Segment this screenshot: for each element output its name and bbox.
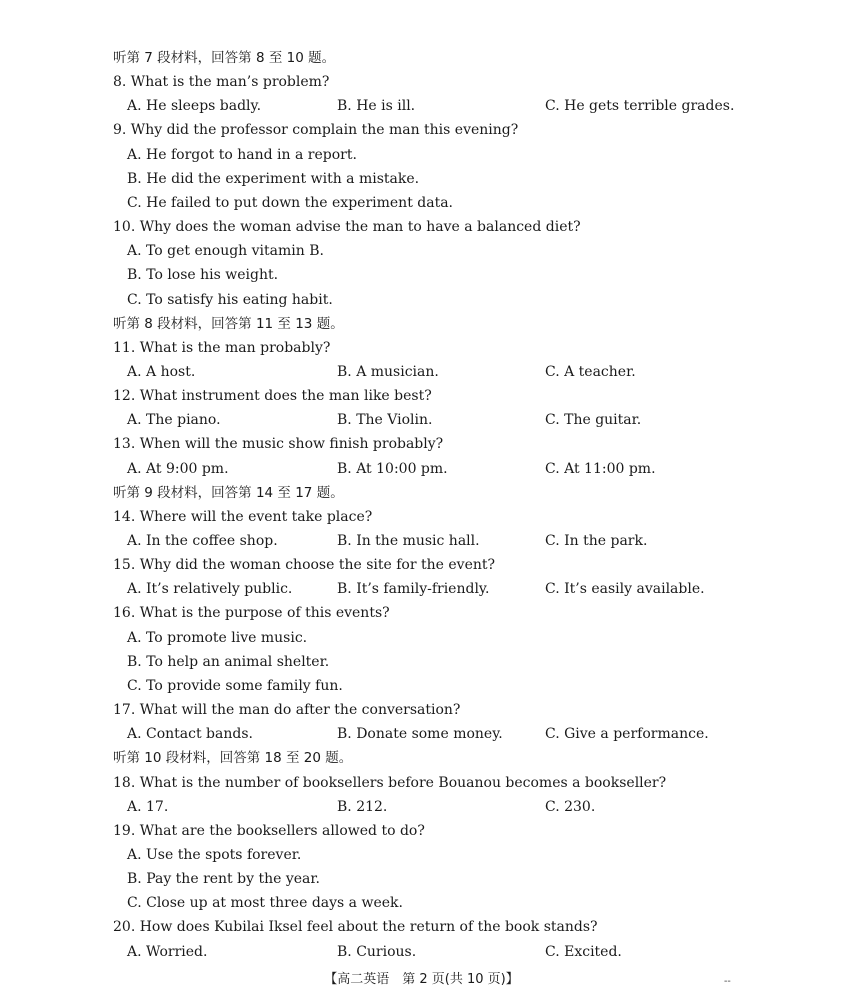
question-text-row <box>0 432 843 456</box>
answer-option-a: A. A host. <box>127 363 196 380</box>
answer-option-c: C. Give a performance. <box>545 726 709 743</box>
question-text-row <box>0 384 843 408</box>
question-text: 17. What will the man do after the conversation? <box>113 702 461 718</box>
option-row <box>0 795 843 819</box>
question-text-row <box>0 601 843 625</box>
page-footer: 【高二英语 第 2 页(共 10 页)】 <box>324 972 519 987</box>
answer-option-b: B. He is ill. <box>337 98 416 115</box>
answer-option-row <box>0 167 843 191</box>
answer-option-a: A. Worried. <box>127 943 208 960</box>
section-heading-row <box>0 746 843 770</box>
option-row <box>0 408 843 432</box>
answer-option: B. To lose his weight. <box>127 267 279 284</box>
answer-option-b: B. Donate some money. <box>337 726 503 743</box>
answer-option-a: A. 17. <box>127 798 169 815</box>
answer-option-row <box>0 191 843 215</box>
answer-option-a: A. The piano. <box>127 412 221 429</box>
answer-option-b: B. 212. <box>337 798 388 815</box>
question-text: 16. What is the purpose of this events? <box>113 605 390 622</box>
answer-option: C. He failed to put down the experiment data. <box>127 194 453 211</box>
answer-option: C. To satisfy his eating habit. <box>127 291 333 308</box>
question-text-row <box>0 553 843 577</box>
answer-option-a: A. At 9:00 pm. <box>127 460 229 477</box>
section-heading: 听第 10 段材料，回答第 18 至 20 题。 <box>113 750 353 767</box>
answer-option-a: A. In the coffee shop. <box>127 533 278 549</box>
question-text: 19. What are the booksellers allowed to do? <box>113 822 425 839</box>
option-row <box>0 940 843 964</box>
option-row <box>0 722 843 746</box>
section-heading-row <box>0 312 843 336</box>
answer-option-b: B. Curious. <box>337 943 417 960</box>
answer-option-a: A. Contact bands. <box>127 726 253 743</box>
answer-option-c: C. Excited. <box>545 943 622 960</box>
option-row <box>0 360 843 384</box>
question-text-row <box>0 118 843 142</box>
answer-option-b: B. The Violin. <box>337 412 433 429</box>
answer-option-row <box>0 867 843 891</box>
answer-option: A. Use the spots forever. <box>127 846 302 863</box>
question-text: 11. What is the man probably? <box>113 339 331 356</box>
question-text: 9. Why did the professor complain the man this evening? <box>113 122 519 139</box>
question-text: 15. Why did the woman choose the site for the event? <box>113 557 496 574</box>
corner-mark: -- <box>724 976 731 987</box>
answer-option-c: C. In the park. <box>545 533 648 549</box>
question-text: 18. What is the number of booksellers before Bouanou becomes a bookseller? <box>113 774 667 791</box>
option-row <box>0 94 843 118</box>
question-text-row <box>0 771 843 795</box>
question-text: 8. What is the man’s problem? <box>113 74 330 91</box>
question-text: 14. Where will the event take place? <box>113 508 373 525</box>
answer-option-row <box>0 263 843 287</box>
question-text-row <box>0 70 843 94</box>
answer-option: A. He forgot to hand in a report. <box>127 146 357 163</box>
answer-option-b: B. A musician. <box>337 363 439 380</box>
section-heading-row <box>0 481 843 505</box>
question-text-row <box>0 505 843 529</box>
question-text-row <box>0 698 843 722</box>
question-text-row <box>0 819 843 843</box>
section-heading: 听第 9 段材料，回答第 14 至 17 题。 <box>113 484 344 501</box>
answer-option: B. He did the experiment with a mistake. <box>127 170 420 187</box>
section-heading: 听第 7 段材料，回答第 8 至 10 题。 <box>113 50 336 66</box>
answer-option-b: B. In the music hall. <box>337 533 480 549</box>
answer-option: B. Pay the rent by the year. <box>127 871 320 888</box>
answer-option-b: B. It’s family-friendly. <box>337 581 490 598</box>
answer-option-a: A. It’s relatively public. <box>127 581 293 598</box>
answer-option-c: C. He gets terrible grades. <box>545 98 735 115</box>
answer-option-c: C. The guitar. <box>545 412 642 429</box>
answer-option-row <box>0 143 843 167</box>
answer-option-c: C. It’s easily available. <box>545 581 705 598</box>
answer-option: C. Close up at most three days a week. <box>127 895 403 912</box>
answer-option-row <box>0 626 843 650</box>
answer-option-a: A. He sleeps badly. <box>127 98 262 115</box>
answer-option-row <box>0 288 843 312</box>
answer-option: A. To get enough vitamin B. <box>127 243 324 260</box>
answer-option: B. To help an animal shelter. <box>127 653 330 670</box>
option-row <box>0 457 843 481</box>
question-text: 20. How does Kubilai Iksel feel about the return of the book stands? <box>113 919 598 936</box>
answer-option-c: C. 230. <box>545 798 596 815</box>
answer-option: A. To promote live music. <box>127 629 308 646</box>
question-text: 13. When will the music show finish probably? <box>113 436 444 453</box>
section-heading-row <box>0 46 843 70</box>
answer-option-row <box>0 891 843 915</box>
question-text: 12. What instrument does the man like best? <box>113 388 432 405</box>
answer-option: C. To provide some family fun. <box>127 677 343 694</box>
answer-option-row <box>0 650 843 674</box>
answer-option-row <box>0 843 843 867</box>
option-row <box>0 529 843 553</box>
question-text-row <box>0 215 843 239</box>
question-text: 10. Why does the woman advise the man to have a balanced diet? <box>113 219 581 235</box>
question-text-row <box>0 336 843 360</box>
answer-option-c: C. At 11:00 pm. <box>545 460 656 477</box>
option-row <box>0 577 843 601</box>
question-text-row <box>0 915 843 939</box>
answer-option-row <box>0 674 843 698</box>
answer-option-row <box>0 239 843 263</box>
section-heading: 听第 8 段材料，回答第 11 至 13 题。 <box>113 315 344 332</box>
answer-option-b: B. At 10:00 pm. <box>337 460 448 477</box>
answer-option-c: C. A teacher. <box>545 363 636 380</box>
